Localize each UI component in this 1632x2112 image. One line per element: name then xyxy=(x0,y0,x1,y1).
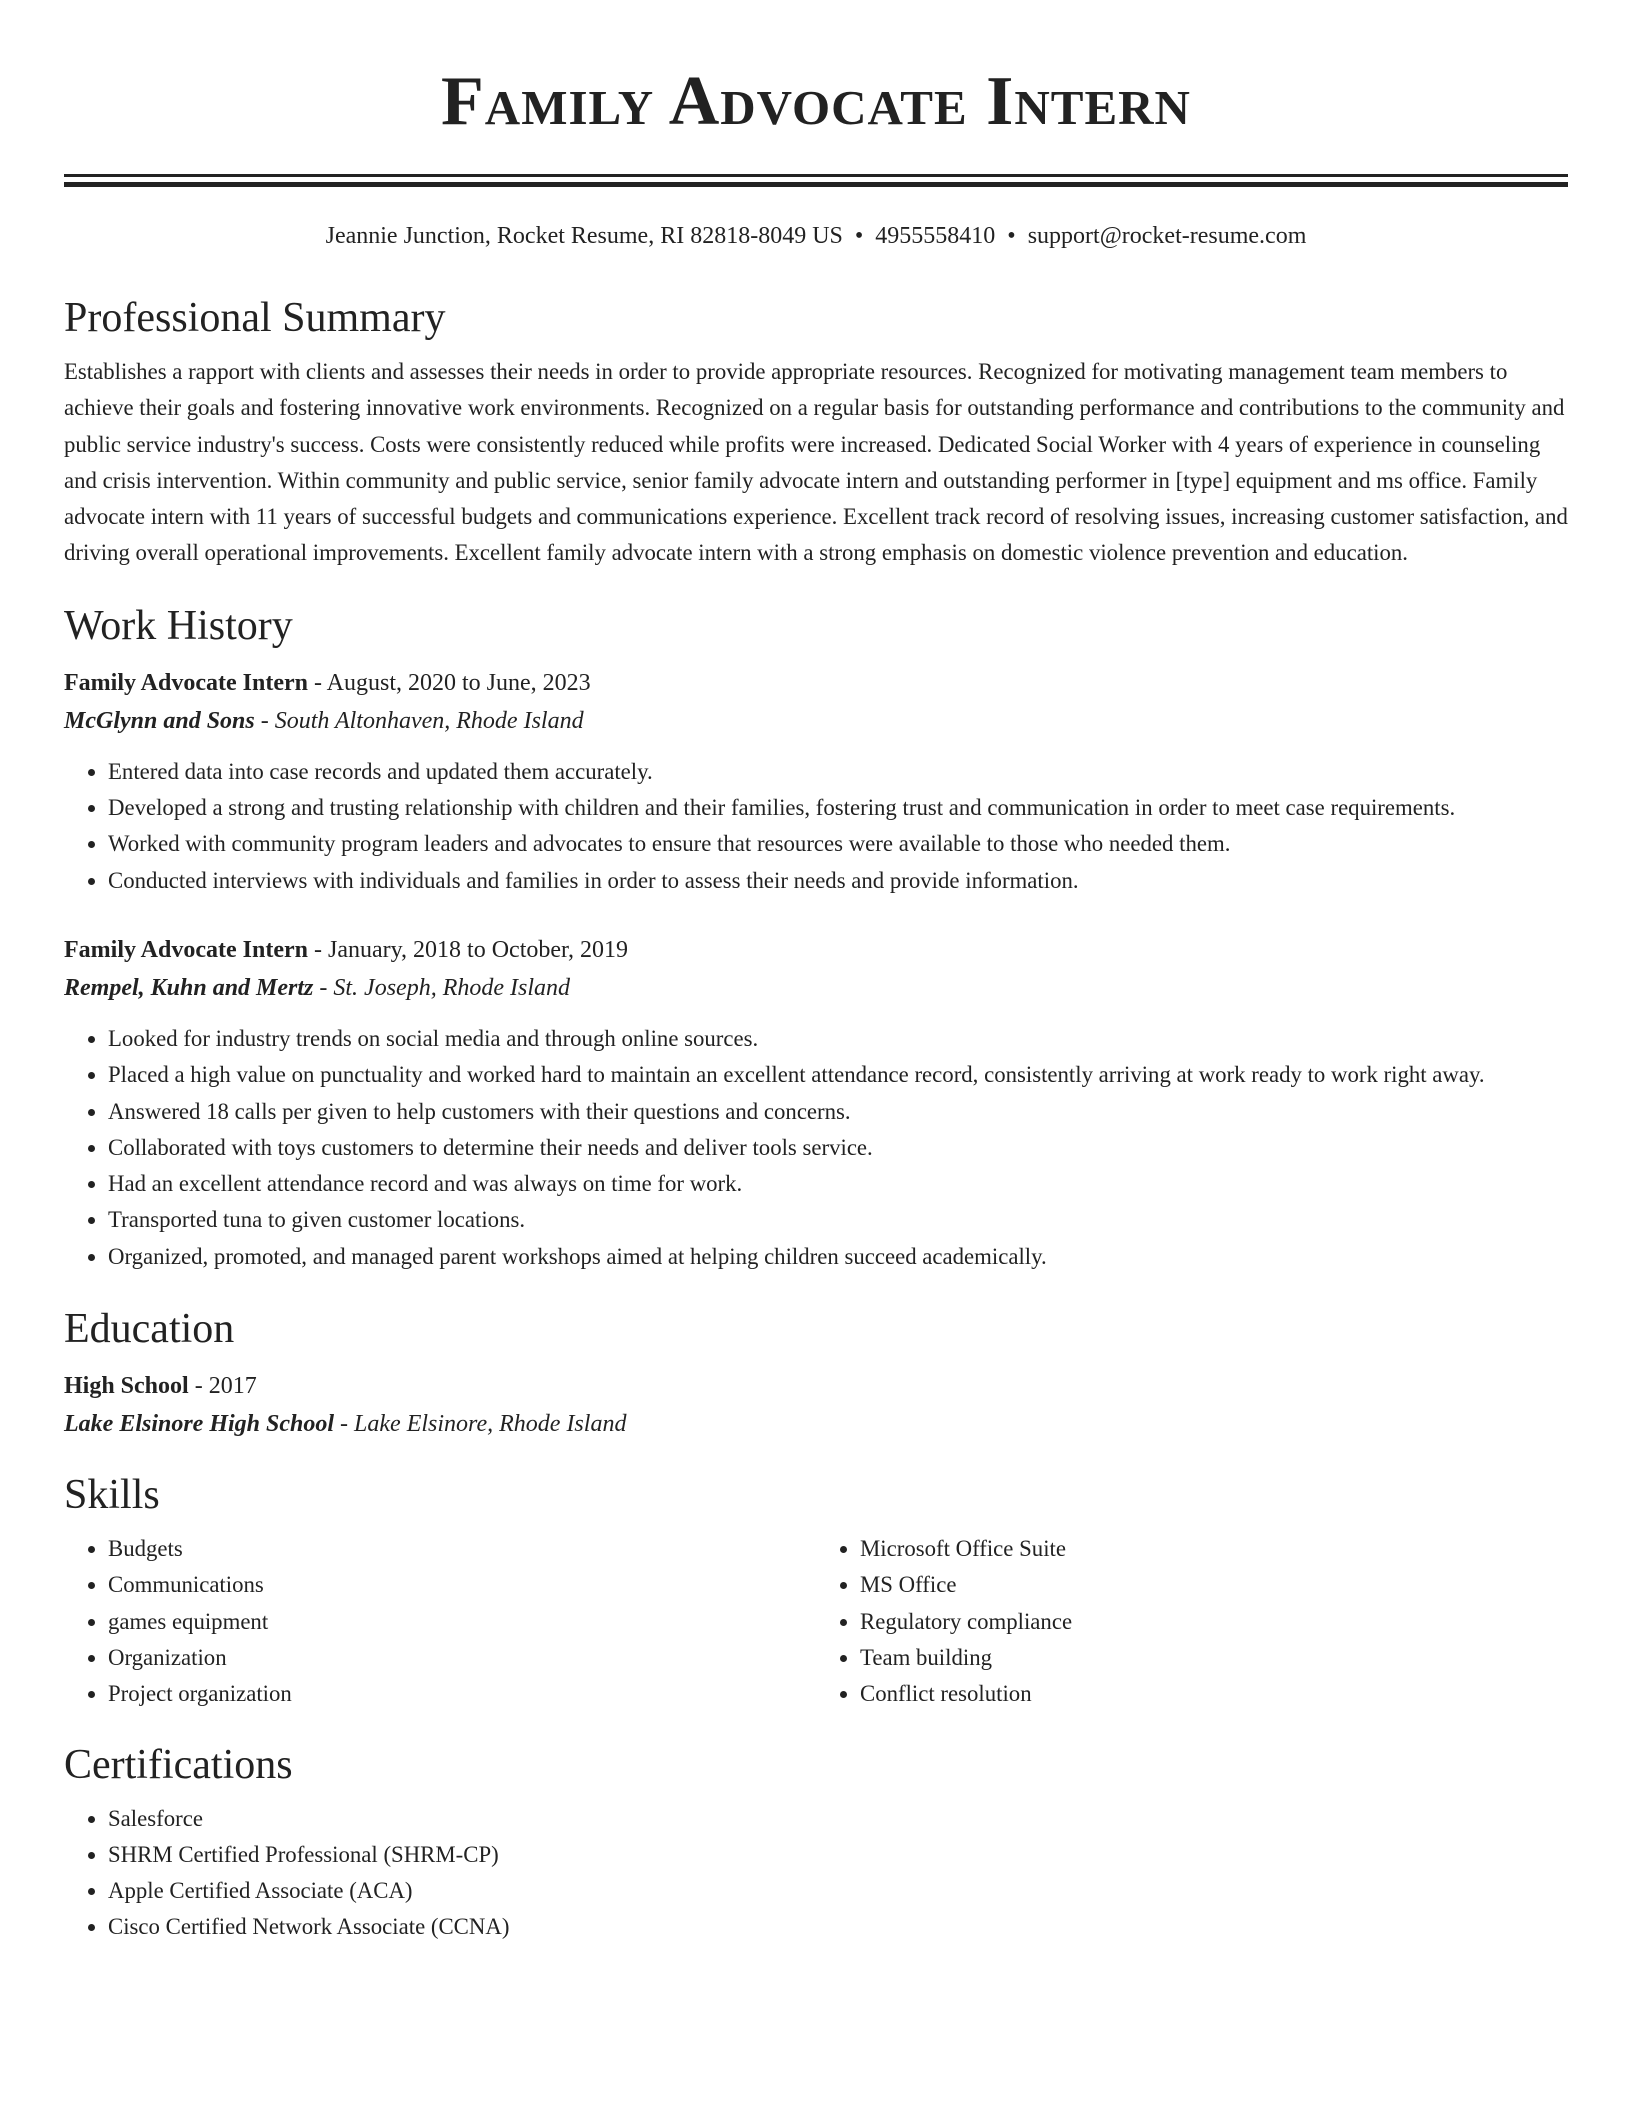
title-divider-thick xyxy=(64,174,1568,177)
list-item: • Placed a high value on punctuality and worked hard to maintain an excellent attendance record, consistently arriving at work ready to work right away. xyxy=(108,1057,1568,1093)
contact-phone: 4955558410 xyxy=(875,223,996,249)
list-item: • Collaborated with toys customers to determine their needs and deliver tools service. xyxy=(108,1130,1568,1166)
job-dates: - January, 2018 to October, 2019 xyxy=(307,936,629,963)
contact-separator: • xyxy=(854,223,864,249)
education-location: - Lake Elsinore, Rhode Island xyxy=(334,1411,627,1438)
list-item: • SHRM Certified Professional (SHRM-CP) xyxy=(108,1837,1568,1873)
summary-heading: Professional Summary xyxy=(64,295,446,341)
work-history-heading: Work History xyxy=(64,602,293,649)
contact-separator: • xyxy=(1007,223,1016,249)
list-item: • Developed a strong and trusting relationship with children and their families, fostering trust and communication in order to meet case requirements. xyxy=(108,790,1568,826)
list-item: • Project organization xyxy=(108,1676,816,1712)
contact-line xyxy=(64,220,1568,252)
skills-list-left xyxy=(64,1531,816,1712)
education-school-line xyxy=(64,1405,1568,1443)
list-item: • Budgets xyxy=(108,1531,816,1567)
list-item: • Answered 18 calls per given to help customers with their questions and concerns. xyxy=(108,1094,1568,1130)
job-header xyxy=(64,931,1568,969)
job-bullets xyxy=(64,1021,1568,1275)
contact-email: support@rocket-resume.com xyxy=(1027,223,1307,249)
contact-address: Jeannie Junction, Rocket Resume, RI 82818-8049 US xyxy=(325,223,843,249)
job-location: - St. Joseph, Rhode Island xyxy=(313,974,571,1001)
title-divider-thin xyxy=(64,182,1568,187)
certifications-section xyxy=(64,1739,1568,1946)
resume-title: Family Advocate Intern xyxy=(441,63,1191,140)
job-bullets xyxy=(64,754,1568,899)
list-item: • Worked with community program leaders and advocates to ensure that resources were available to those who needed them. xyxy=(108,826,1568,862)
job-entry xyxy=(64,931,1568,1275)
summary-section xyxy=(64,292,1568,572)
education-degree: High School xyxy=(64,1373,189,1400)
list-item: • Team building xyxy=(860,1640,1568,1676)
job-title: Family Advocate Intern xyxy=(64,936,308,963)
list-item: • Entered data into case records and updated them accurately. xyxy=(108,754,1568,790)
education-heading: Education xyxy=(64,1306,235,1353)
education-year: - 2017 xyxy=(188,1373,257,1400)
skills-columns xyxy=(64,1531,1568,1712)
list-item: • Cisco Certified Network Associate (CCNA) xyxy=(108,1909,1568,1945)
list-item: • Regulatory compliance xyxy=(860,1604,1568,1640)
certifications-heading: Certifications xyxy=(64,1741,293,1788)
skills-heading: Skills xyxy=(64,1472,160,1519)
education-section xyxy=(64,1303,1568,1443)
list-item: • games equipment xyxy=(108,1604,816,1640)
summary-text: Establishes a rapport with clients and assesses their needs in order to provide appropriate resources. Recognized for motivating management team members to achieve their goals and fostering innovative work environments. Recognized on a regular basis for outstanding performance and contributions to the community and public service industry's success. Costs were consistently reduced while profits were increased. Dedicated Social Worker with 4 years of experience in counseling and crisis intervention. Within community and public service, senior family advocate intern and outstanding performer in [type] equipment and ms office. Family advocate intern with 11 years of successful budgets and communications experience. Excellent track record of resolving issues, increasing customer satisfaction, and driving overall operational improvements. Excellent family advocate intern with a strong emphasis on domestic violence prevention and education. xyxy=(64,359,1568,566)
job-employer xyxy=(64,702,1568,740)
list-item: • Conducted interviews with individuals and families in order to assess their needs and provide information. xyxy=(108,863,1568,899)
job-dates: - August, 2020 to June, 2023 xyxy=(307,669,591,696)
list-item: • Organized, promoted, and managed parent workshops aimed at helping children succeed academically. xyxy=(108,1239,1568,1275)
list-item: • Transported tuna to given customer locations. xyxy=(108,1202,1568,1238)
list-item: • Had an excellent attendance record and was always on time for work. xyxy=(108,1166,1568,1202)
list-item: • MS Office xyxy=(860,1567,1568,1603)
education-school: Lake Elsinore High School xyxy=(64,1411,335,1438)
work-history-section xyxy=(64,600,1568,1275)
job-header xyxy=(64,664,1568,702)
education-degree-line xyxy=(64,1367,1568,1405)
job-company: Rempel, Kuhn and Mertz xyxy=(64,974,314,1001)
list-item: • Looked for industry trends on social media and through online sources. xyxy=(108,1021,1568,1057)
list-item: • Apple Certified Associate (ACA) xyxy=(108,1873,1568,1909)
certifications-list xyxy=(64,1801,1568,1946)
job-location: - South Altonhaven, Rhode Island xyxy=(254,707,584,734)
list-item: • Organization xyxy=(108,1640,816,1676)
list-item: • Salesforce xyxy=(108,1801,1568,1837)
job-company: McGlynn and Sons xyxy=(64,707,255,734)
list-item: • Conflict resolution xyxy=(860,1676,1568,1712)
job-employer xyxy=(64,969,1568,1007)
list-item: • Microsoft Office Suite xyxy=(860,1531,1568,1567)
list-item: • Communications xyxy=(108,1567,816,1603)
job-entry xyxy=(64,664,1568,899)
job-title: Family Advocate Intern xyxy=(64,669,308,696)
skills-section xyxy=(64,1469,1568,1712)
skills-list-right xyxy=(816,1531,1568,1712)
